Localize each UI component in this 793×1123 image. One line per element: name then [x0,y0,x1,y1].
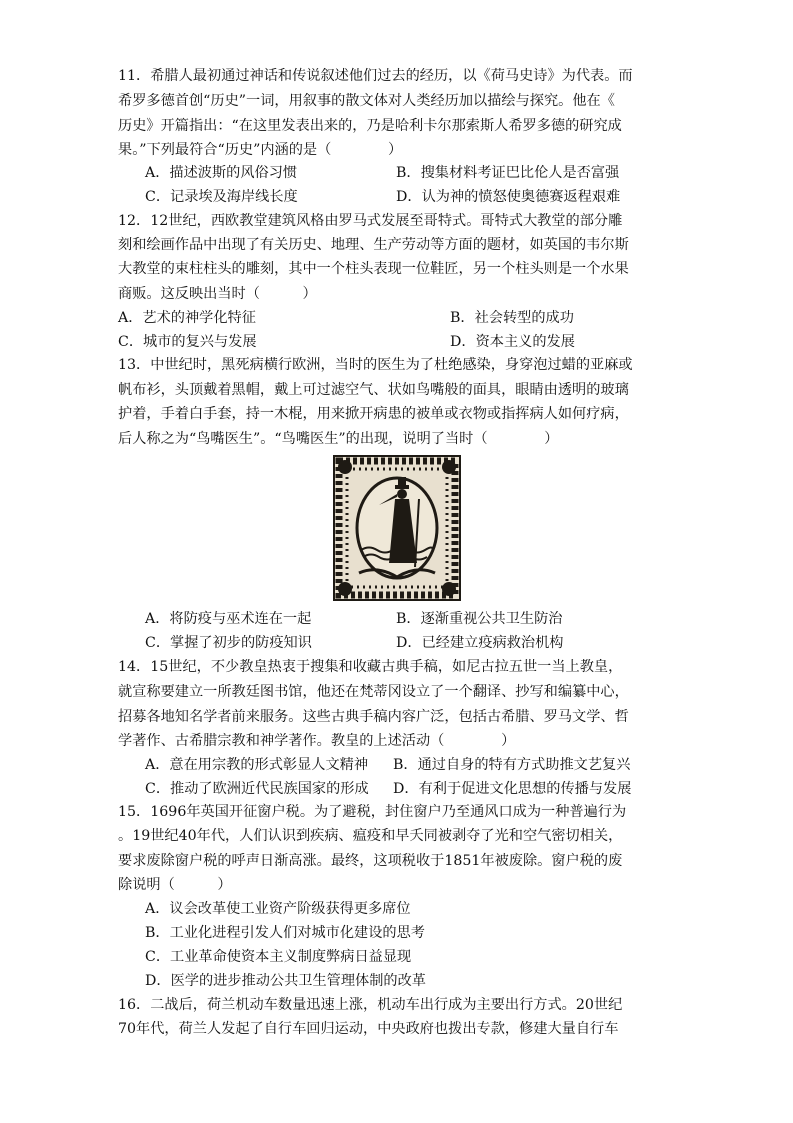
q11-option-d[interactable]: D．认为神的愤怒使奥德赛返程艰难 [396,189,621,205]
q11-stem-line: 果。”下列最符合“历史”内涵的是（ ） [118,142,403,158]
q15-option-b[interactable]: B．工业化进程引发人们对城市化建设的思考 [145,925,425,941]
q14-stem-line: 14．15世纪，不少教皇热衷于搜集和收藏古典手稿，如尼古拉五世一当上教皇， [118,659,623,675]
q11-option-a[interactable]: A．描述波斯的风俗习惯 [145,165,298,181]
q11-stem-line: 希罗多德首创“历史”一词，用叙事的散文体对人类经历加以描绘与探究。他在《 [118,93,615,109]
q16-stem-line: 16．二战后，荷兰机动车数量迅速上涨，机动车出行成为主要出行方式。20世纪 [118,997,623,1013]
q15-stem-line: 要求废除窗户税的呼声日渐高涨。最终，这项税收于1851年被废除。窗户税的废 [118,853,623,869]
q14-stem-line: 招募各地知名学者前来服务。这些古典手稿内容广泛，包括古希腊、罗马文学、哲 [118,709,629,725]
q12-stem-line: 刻和绘画作品中出现了有关历史、地理、生产劳动等方面的题材，如英国的韦尔斯 [118,237,629,253]
q13-option-c[interactable]: C．掌握了初步的防疫知识 [145,635,312,651]
q12-option-d[interactable]: D．资本主义的发展 [450,334,575,350]
q15-stem-line: 。19世纪40年代，人们认识到疾病、瘟疫和早夭同被剥夺了光和空气密切相关， [118,828,623,844]
q15-stem-line: 除说明（ ） [118,877,232,893]
q11-option-b[interactable]: B．搜集材料考证巴比伦人是否富强 [396,165,620,181]
q12-option-c[interactable]: C．城市的复兴与发展 [118,334,257,350]
q14-stem-line: 就宣称要建立一所教廷图书馆，他还在梵蒂冈设立了一个翻译、抄写和编纂中心， [118,684,629,700]
q13-stem-line: 后人称之为“鸟嘴医生”。“鸟嘴医生”的出现，说明了当时（ ） [118,431,559,447]
q11-stem-line: 11．希腊人最初通过神话和传说叙述他们过去的经历，以《荷马史诗》为代表。而 [118,68,633,84]
q12-option-a[interactable]: A．艺术的神学化特征 [118,310,256,326]
q11-option-c[interactable]: C．记录埃及海岸线长度 [145,189,298,205]
q11-stem-line: 历史》开篇指出：“在这里发表出来的，乃是哈利卡尔那索斯人希罗多德的研究成 [118,118,622,134]
q13-stem-line: 帆布衫，头顶戴着黑帽，戴上可过滤空气、状如鸟嘴般的面具，眼睛由透明的玻璃 [118,382,629,398]
q12-stem-line: 大教堂的束柱柱头的雕刻，其中一个柱头表现一位鞋匠，另一个柱头则是一个水果 [118,261,629,277]
q16-stem-line: 70年代，荷兰人发起了自行车回归运动，中央政府也拨出专款，修建大量自行车 [118,1021,619,1037]
q12-stem-line: 12．12世纪，西欧教堂建筑风格由罗马式发展至哥特式。哥特式大教堂的部分雕 [118,213,623,229]
q15-option-c[interactable]: C．工业革命使资本主义制度弊病日益显现 [145,949,412,965]
q14-stem-line: 学著作、古希腊宗教和神学著作。教皇的上述活动（ ） [118,733,516,749]
q15-option-a[interactable]: A．议会改革使工业资产阶级获得更多席位 [145,901,411,917]
q15-stem-line: 15．1696年英国开征窗户税。为了避税，封住窗户乃至通风口成为一种普遍行为 [118,804,627,820]
q13-option-a[interactable]: A．将防疫与巫术连在一起 [145,611,312,627]
q14-option-b[interactable]: B．通过自身的特有方式助推文艺复兴 [393,757,631,773]
q12-option-b[interactable]: B．社会转型的成功 [450,310,574,326]
q13-stem-line: 护着，手着白手套，持一木棍，用来掀开病患的被单或衣物或指挥病人如何疗病， [118,406,629,422]
q14-option-c[interactable]: C．推动了欧洲近代民族国家的形成 [145,781,369,797]
q13-option-b[interactable]: B．逐渐重视公共卫生防治 [396,611,563,627]
q13-option-d[interactable]: D．已经建立疫病救治机构 [396,635,564,651]
q12-stem-line: 商贩。这反映出当时（ ） [118,286,317,302]
q14-option-a[interactable]: A．意在用宗教的形式彰显人文精神 [145,757,369,773]
plague-doctor-engraving [333,455,461,601]
q15-option-d[interactable]: D．医学的进步推动公共卫生管理体制的改革 [145,973,426,989]
q13-stem-line: 13．中世纪时，黑死病横行欧洲，当时的医生为了杜绝感染，身穿泡过蜡的亚麻或 [118,357,633,373]
q14-option-d[interactable]: D．有利于促进文化思想的传播与发展 [393,781,632,797]
